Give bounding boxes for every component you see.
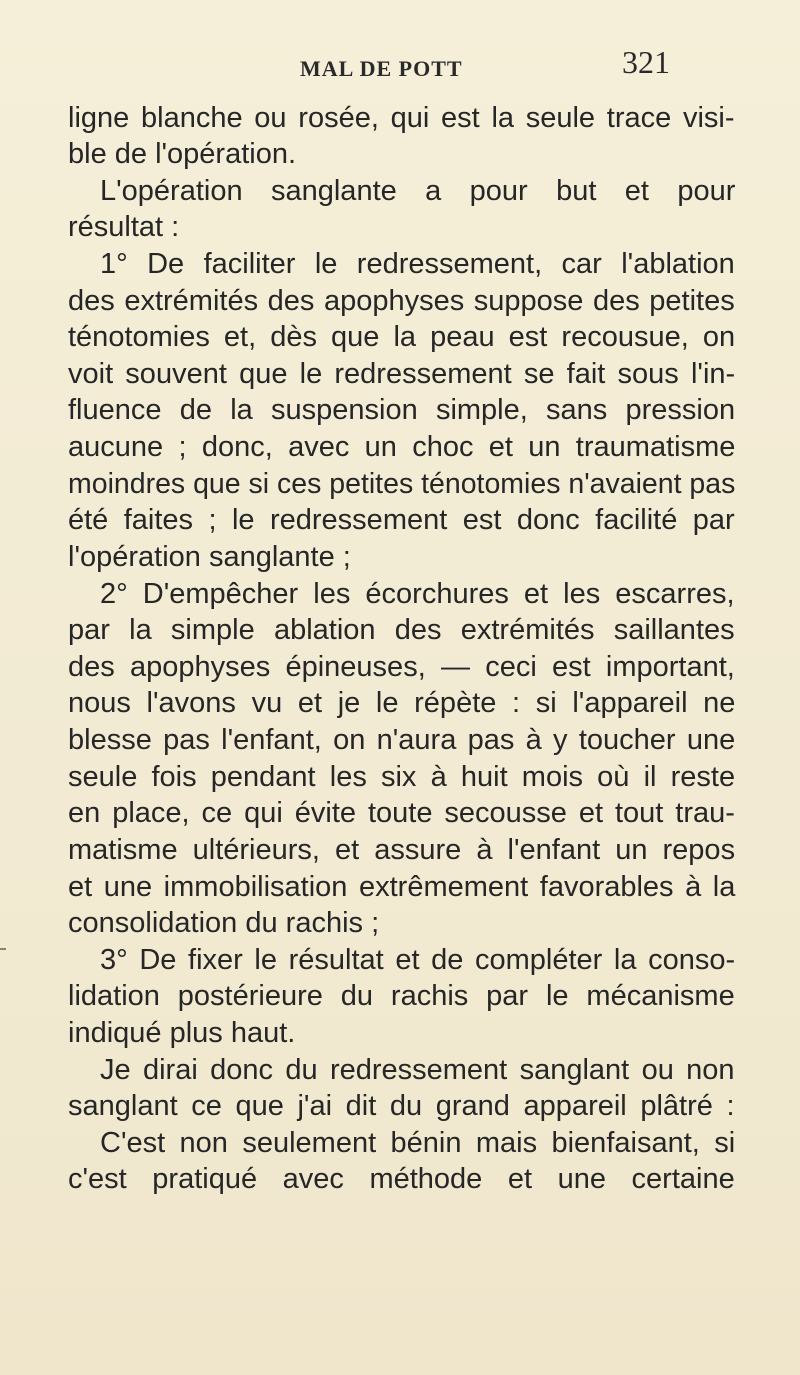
- text-line: moindres que si ces petites ténotomies n'avaient pas: [68, 468, 736, 500]
- text-line: des apophyses épineuses, — ceci est important,: [68, 651, 735, 683]
- text-line: c'est pratiqué avec méthode et une certaine: [68, 1163, 735, 1195]
- running-title: MAL DE POTT: [300, 56, 463, 81]
- text-line: indiqué plus haut.: [68, 1017, 296, 1049]
- text-line: l'opération sanglante ;: [68, 541, 351, 573]
- text-line: ténotomies et, dès que la peau est recousue, on: [68, 321, 736, 353]
- text-line: lidation postérieure du rachis par le mécanisme: [68, 980, 735, 1012]
- text-line: des extrémités des apophyses suppose des petites: [68, 285, 735, 317]
- text-line: résultat :: [68, 211, 180, 243]
- text-line: sanglant ce que j'ai dit du grand appareil plâtré :: [68, 1090, 735, 1122]
- page-number: 321: [622, 44, 670, 80]
- text-line: voit souvent que le redressement se fait sous l'in-: [68, 358, 736, 390]
- text-line: C'est non seulement bénin mais bienfaisant, si: [100, 1127, 736, 1159]
- text-line: Je dirai donc du redressement sanglant ou non: [100, 1054, 735, 1086]
- text-line: aucune ; donc, avec un choc et un traumatisme: [68, 431, 736, 463]
- text-line: été faites ; le redressement est donc facilité par: [68, 504, 735, 536]
- text-line: fluence de la suspension simple, sans pression: [68, 394, 736, 426]
- text-line: par la simple ablation des extrémités saillantes: [68, 614, 735, 646]
- text-line: ble de l'opération.: [68, 138, 297, 170]
- text-line: 2° D'empêcher les écorchures et les escarres,: [100, 578, 735, 610]
- text-line: consolidation du rachis ;: [68, 907, 380, 939]
- text-line: 1° De faciliter le redressement, car l'ablation: [100, 248, 735, 280]
- text-line: matisme ultérieurs, et assure à l'enfant un repos: [68, 834, 736, 866]
- text-line: en place, ce qui évite toute secousse et tout trau-: [68, 797, 735, 829]
- text-line: blesse pas l'enfant, on n'aura pas à y toucher une: [68, 724, 736, 756]
- text-line: nous l'avons vu et je le répète : si l'appareil ne: [68, 687, 736, 719]
- text-line: L'opération sanglante a pour but et pour: [100, 175, 736, 207]
- text-line: et une immobilisation extrêmement favorables à la: [68, 871, 736, 903]
- text-line: 3° De fixer le résultat et de compléter la conso-: [100, 944, 736, 976]
- margin-mark: [0, 948, 6, 950]
- text-line: ligne blanche ou rosée, qui est la seule trace visi-: [68, 102, 735, 134]
- text-line: seule fois pendant les six à huit mois où il reste: [68, 761, 736, 793]
